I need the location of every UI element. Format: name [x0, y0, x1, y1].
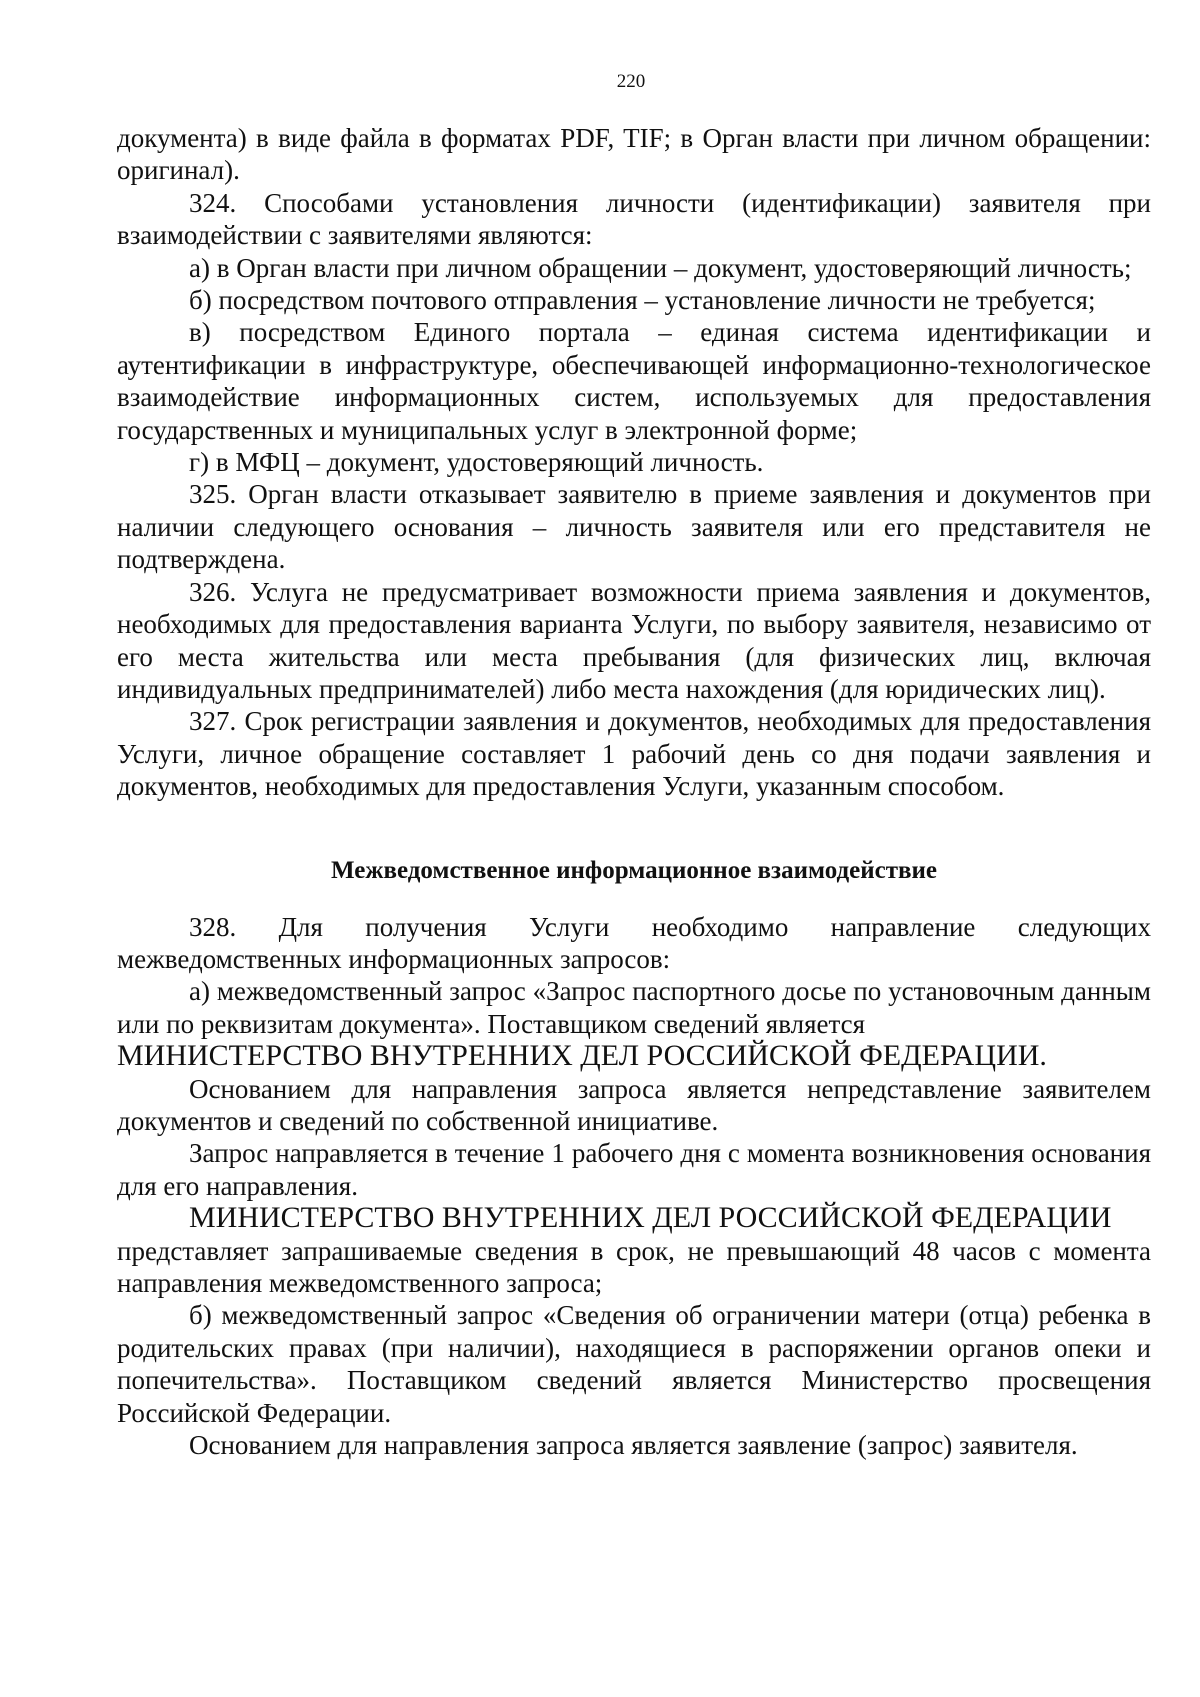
- paragraph: МИНИСТЕРСТВО ВНУТРЕННИХ ДЕЛ РОССИЙСКОЙ ФЕДЕРАЦИИ.: [117, 1039, 1047, 1073]
- paragraph: 325. Орган власти отказывает заявителю в приеме заявления и документов при наличии следующего основания – личность заявителя или его представителя не подтверждена.: [117, 479, 1151, 575]
- document-body: [117, 122, 1151, 1461]
- paragraph: 327. Срок регистрации заявления и документов, необходимых для предоставления Услуги, личное обращение составляет 1 рабочий день со дня подачи заявления и документов, необходимых для предоставления Услуги, указанным способом.: [117, 706, 1151, 802]
- paragraph: Основанием для направления запроса является заявление (запрос) заявителя.: [189, 1430, 1078, 1461]
- paragraph: б) межведомственный запрос «Сведения об ограничении матери (отца) ребенка в родительских правах (при наличии), находящиеся в распоряжении органов опеки и попечительства». Поставщиком сведений является Министерство просвещения Российской Федерации.: [117, 1300, 1151, 1428]
- paragraphs-before-heading: [117, 122, 1151, 803]
- paragraph: а) в Орган власти при личном обращении – документ, удостоверяющий личность;: [189, 252, 1132, 283]
- paragraph: представляет запрашиваемые сведения в срок, не превышающий 48 часов с момента направления межведомственного запроса;: [117, 1235, 1151, 1298]
- paragraph: 328. Для получения Услуги необходимо направление следующих межведомственных информационных запросов:: [117, 911, 1151, 974]
- paragraph: МИНИСТЕРСТВО ВНУТРЕННИХ ДЕЛ РОССИЙСКОЙ ФЕДЕРАЦИИ: [189, 1201, 1112, 1235]
- paragraph: Запрос направляется в течение 1 рабочего дня с момента возникновения основания для его направления.: [117, 1138, 1151, 1201]
- paragraph: Основанием для направления запроса является непредставление заявителем документов и сведений по собственной инициативе.: [117, 1073, 1151, 1136]
- paragraph: г) в МФЦ – документ, удостоверяющий личность.: [189, 447, 764, 478]
- paragraph: 326. Услуга не предусматривает возможности приема заявления и документов, необходимых для предоставления варианта Услуги, по выбору заявителя, независимо от его места жительства или места пребывания (для физических лиц, включая индивидуальных предпринимателей) либо места нахождения (для юридических лиц).: [117, 576, 1151, 704]
- paragraph: б) посредством почтового отправления – установление личности не требуется;: [189, 285, 1096, 316]
- paragraphs-after-heading: [117, 911, 1151, 1462]
- paragraph: а) межведомственный запрос «Запрос паспортного досье по установочным данным или по реквизитам документа». Поставщиком сведений является: [117, 976, 1151, 1039]
- paragraph: в) посредством Единого портала – единая система идентификации и аутентификации в инфраструктуре, обеспечивающей информационно-технологическое взаимодействие информационных систем, используемых для предоставления государственных и муниципальных услуг в электронной форме;: [117, 317, 1151, 445]
- paragraph: 324. Способами установления личности (идентификации) заявителя при взаимодействии с заявителями являются:: [117, 187, 1151, 251]
- page-number: 220: [616, 71, 646, 92]
- paragraph: документа) в виде файла в форматах PDF, TIF; в Орган власти при личном обращении: оригинал).: [117, 123, 1151, 186]
- section-heading: Межведомственное информационное взаимодействие: [331, 856, 937, 884]
